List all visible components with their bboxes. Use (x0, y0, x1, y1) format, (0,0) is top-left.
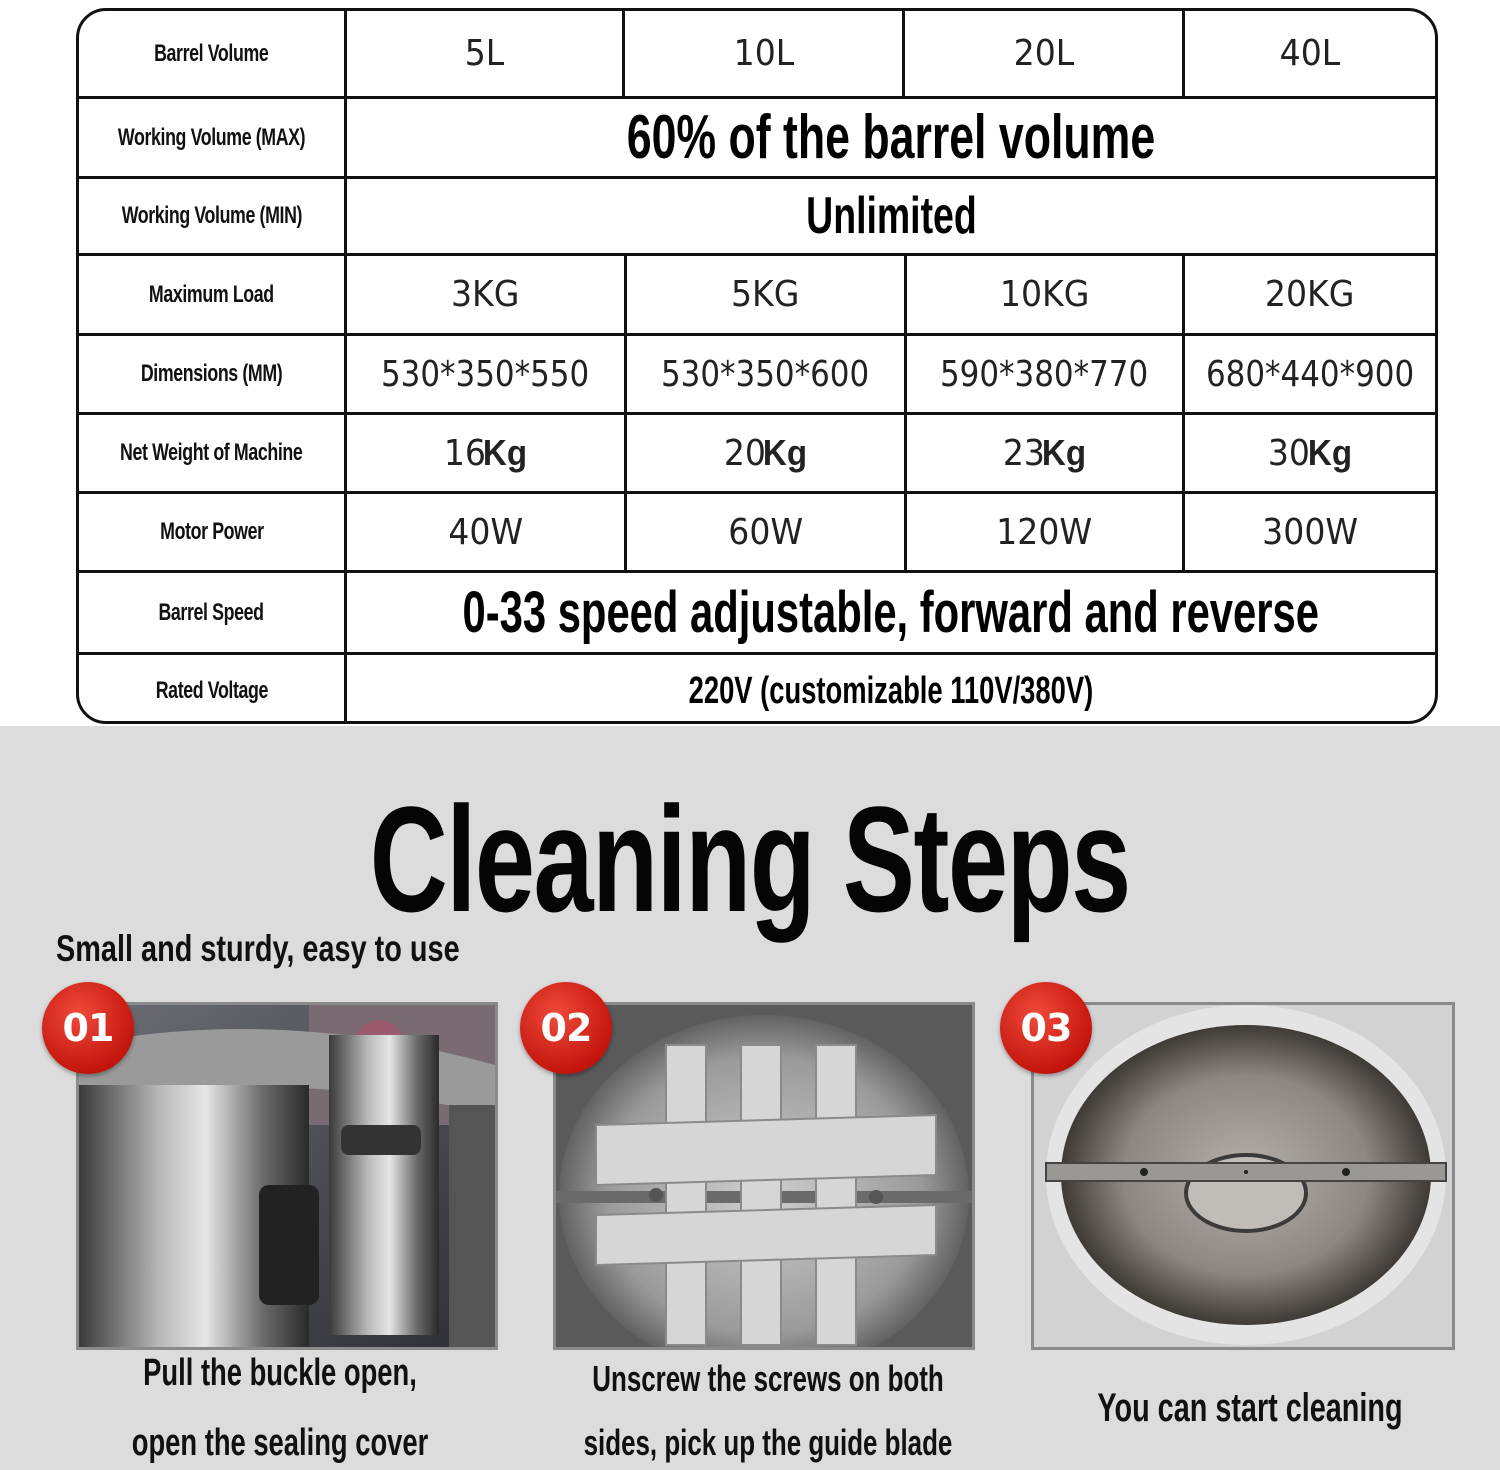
merged-value: 220V (customizable 110V/380V) (688, 669, 1094, 712)
cell-value: 300W (1262, 511, 1358, 553)
cell-value: 40W (347, 494, 627, 570)
step-1-caption: Pull the buckle open, open the sealing cover (131, 1352, 429, 1464)
unit-kg: Kg (1307, 432, 1352, 473)
cell-value: 680*440*900 (1205, 353, 1415, 395)
step-3-photo (1031, 1002, 1455, 1350)
step-badge-03: 03 (1000, 982, 1092, 1074)
cell-value: 530*350*550 (347, 336, 627, 412)
guide-blade-photo (556, 1005, 972, 1347)
cell-value: 30 Kg (1267, 432, 1352, 474)
cell-value: 16 Kg (347, 415, 627, 491)
row-net-weight (79, 415, 1435, 494)
cell-20l: 20L (905, 11, 1185, 96)
cell-value: 5KG (627, 256, 907, 333)
cleaning-section (0, 726, 1500, 1470)
merged-value: Unlimited (805, 187, 977, 245)
row-motor-power (79, 494, 1435, 573)
cell-value: 590*380*770 (907, 336, 1185, 412)
unit-kg: Kg (483, 432, 528, 473)
cell-40l: 40L (1279, 33, 1341, 74)
cell-value: 120W (907, 494, 1185, 570)
cleaning-subtitle: Small and sturdy, easy to use (56, 928, 460, 969)
cell-10l: 10L (625, 11, 905, 96)
step-badge-01: 01 (42, 982, 134, 1074)
clean-barrel-photo (1034, 1005, 1452, 1347)
buckle-photo (79, 1005, 495, 1347)
step-2-photo (553, 1002, 975, 1350)
merged-value: 60% of the barrel volume (626, 103, 1156, 172)
row-label: Dimensions (MM) (79, 336, 347, 412)
step-badge-02: 02 (520, 982, 612, 1074)
row-label: Net Weight of Machine (79, 415, 347, 491)
row-label: Barrel Speed (79, 573, 347, 652)
row-maximum-load (79, 256, 1435, 336)
cell-5l: 5L (347, 11, 625, 96)
row-barrel-volume (79, 11, 1435, 99)
row-label: Rated Voltage (79, 655, 347, 724)
row-working-volume-min (79, 179, 1435, 256)
step-2-caption: Unscrew the screws on both sides, pick up the guide blade (583, 1358, 953, 1463)
cell-value: 10KG (907, 256, 1185, 333)
row-barrel-speed (79, 573, 1435, 655)
cleaning-title: Cleaning Steps (369, 775, 1130, 943)
cell-value: 530*350*600 (627, 336, 907, 412)
unit-kg: Kg (763, 432, 808, 473)
row-label: Working Volume (MAX) (79, 99, 347, 176)
step-1-photo (76, 1002, 498, 1350)
step-3-caption: You can start cleaning (1097, 1386, 1403, 1430)
row-label: Working Volume (MIN) (79, 179, 347, 253)
row-working-volume-max (79, 99, 1435, 179)
cell-value: 20 Kg (627, 415, 907, 491)
row-dimensions (79, 336, 1435, 415)
row-label: Maximum Load (79, 256, 347, 333)
merged-value: 0-33 speed adjustable, forward and reverse (462, 580, 1320, 645)
cell-value: 20KG (1265, 274, 1355, 315)
row-label: Barrel Volume (79, 11, 347, 96)
spec-table (76, 8, 1438, 724)
row-rated-voltage (79, 655, 1435, 724)
row-label: Motor Power (79, 494, 347, 570)
cell-value: 23 Kg (907, 415, 1185, 491)
unit-kg: Kg (1042, 432, 1087, 473)
cell-value: 60W (627, 494, 907, 570)
cell-value: 3KG (347, 256, 627, 333)
